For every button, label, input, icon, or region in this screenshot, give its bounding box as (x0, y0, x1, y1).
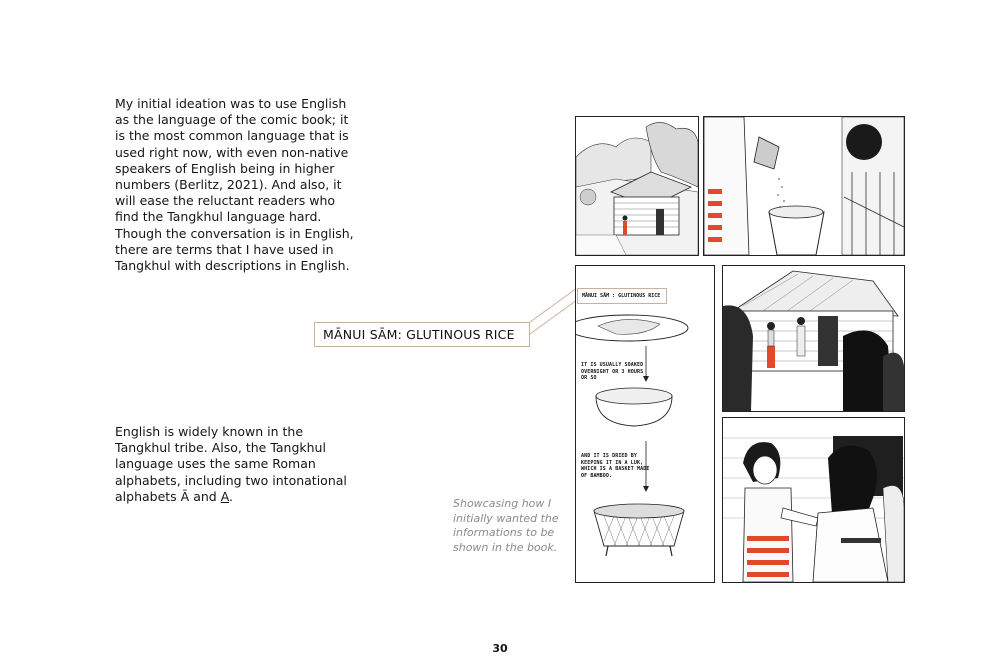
comic-label-manui-sam: MĀNUI SĀM : GLUTINOUS RICE (577, 288, 667, 304)
page-number: 30 (492, 642, 508, 655)
alphabet-a-underlined: A (220, 488, 230, 504)
comic-panel-pouring-rice (703, 116, 905, 256)
comic-step2-text: AND IT IS DRIED BY KEEPING IT IN A LUK, WHICH IS A BASKET MADE OF BAMBOO. (581, 453, 650, 479)
village-scene-illustration (576, 117, 698, 255)
comic-panel-hut-people (722, 265, 905, 412)
paragraph-tangkhul-alphabets (115, 424, 360, 505)
alphabet-a-macron: Ā (180, 488, 190, 504)
hut-people-illustration (723, 266, 904, 411)
info-panel-illustration (576, 266, 714, 582)
callout-manui-sam: MĀNUI SĀM: GLUTINOUS RICE (314, 322, 530, 347)
and-word: and (189, 488, 221, 504)
woman-basket-illustration (723, 418, 904, 582)
paragraph-language-ideation: My initial ideation was to use English as the language of the comic book; it is the most common language that is used right now, with even non-native speakers of English being in higher numbers (Berlitz, 2021). And also, it will ease the reluctant readers who find the Tangkhul language hard. Though the conversation is in English, there are terms that I have used in Tangkhul with descriptions in English. (115, 96, 354, 274)
period: . (229, 488, 234, 504)
figure-caption: Showcasing how I initially wanted the informations to be shown in the book. (453, 497, 559, 554)
paragraph-main-text: English is widely known in the Tangkhul tribe. Also, the Tangkhul language uses the same Roman alphabets, including two intonational alphabets (115, 424, 347, 504)
comic-panel-woman-basket (722, 417, 905, 583)
pouring-rice-illustration (704, 117, 904, 255)
comic-step1-text: IT IS USUALLY SOAKED OVERNIGHT OR 3 HOURS OR SO (581, 362, 644, 381)
comic-panel-info (575, 265, 715, 583)
comic-panel-village (575, 116, 699, 256)
